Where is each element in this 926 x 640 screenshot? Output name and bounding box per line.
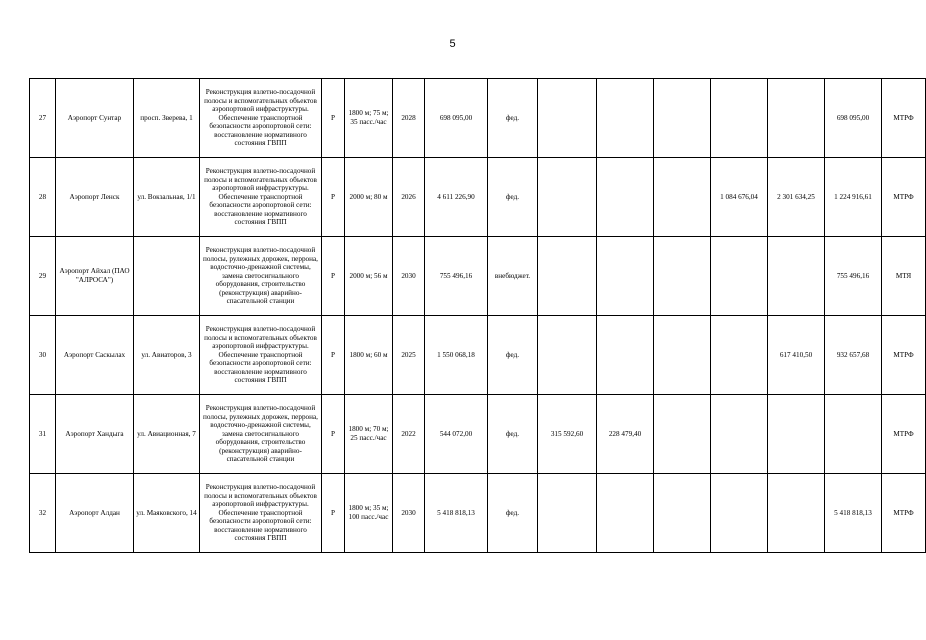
year-5-amount-cell bbox=[768, 395, 825, 474]
page-number: 5 bbox=[449, 38, 456, 50]
year-6-amount-cell: 755 496,16 bbox=[825, 237, 882, 316]
work-type-cell: Р bbox=[322, 158, 345, 237]
airport-name-cell: Аэропорт Саскылах bbox=[56, 316, 134, 395]
funding-source-cell: фед. bbox=[488, 79, 538, 158]
agency-cell: МТРФ bbox=[882, 474, 926, 553]
year-6-amount-cell bbox=[825, 395, 882, 474]
year-cell: 2030 bbox=[393, 237, 425, 316]
year-5-amount-cell bbox=[768, 79, 825, 158]
year-1-amount-cell bbox=[538, 158, 597, 237]
table-row bbox=[30, 474, 926, 553]
year-5-amount-cell: 617 410,50 bbox=[768, 316, 825, 395]
table-row bbox=[30, 237, 926, 316]
agency-cell: МТЯ bbox=[882, 237, 926, 316]
year-1-amount-cell bbox=[538, 474, 597, 553]
row-number-cell: 30 bbox=[30, 316, 56, 395]
year-4-amount-cell bbox=[711, 237, 768, 316]
year-cell: 2025 bbox=[393, 316, 425, 395]
funding-source-cell: фед. bbox=[488, 316, 538, 395]
year-3-amount-cell bbox=[654, 395, 711, 474]
parameters-cell: 1800 м; 70 м; 25 пасс./час bbox=[345, 395, 393, 474]
total-cost-cell: 5 418 818,13 bbox=[425, 474, 488, 553]
work-type-cell: Р bbox=[322, 316, 345, 395]
description-cell: Реконструкция взлетно-посадочной полосы и вспомогательных объектов аэропортовой инфраструктуры. Обеспечение транспортной безопасности аэропортовой сети: восстановление нормативного состояния ГВПП bbox=[200, 79, 322, 158]
year-6-amount-cell: 1 224 916,61 bbox=[825, 158, 882, 237]
year-1-amount-cell bbox=[538, 79, 597, 158]
address-cell: ул. Маяковского, 14 bbox=[134, 474, 200, 553]
year-2-amount-cell bbox=[597, 79, 654, 158]
year-6-amount-cell: 5 418 818,13 bbox=[825, 474, 882, 553]
row-number-cell: 32 bbox=[30, 474, 56, 553]
year-cell: 2026 bbox=[393, 158, 425, 237]
year-2-amount-cell: 228 479,40 bbox=[597, 395, 654, 474]
description-cell: Реконструкция взлетно-посадочной полосы, рулежных дорожек, перрона, водосточно-дренажной системы, замена светосигнального оборудования, строительство (реконструкция) аварийно-спасательной станции bbox=[200, 237, 322, 316]
table-row bbox=[30, 395, 926, 474]
table-row bbox=[30, 158, 926, 237]
description-cell: Реконструкция взлетно-посадочной полосы и вспомогательных объектов аэропортовой инфраструктуры. Обеспечение транспортной безопасности аэропортовой сети: восстановление нормативного состояния ГВПП bbox=[200, 316, 322, 395]
airport-name-cell: Аэропорт Хандыга bbox=[56, 395, 134, 474]
year-2-amount-cell bbox=[597, 237, 654, 316]
year-1-amount-cell: 315 592,60 bbox=[538, 395, 597, 474]
agency-cell: МТРФ bbox=[882, 316, 926, 395]
parameters-cell: 1800 м; 60 м bbox=[345, 316, 393, 395]
funding-source-cell: фед. bbox=[488, 474, 538, 553]
airport-name-cell: Аэропорт Сунтар bbox=[56, 79, 134, 158]
parameters-cell: 2000 м; 80 м bbox=[345, 158, 393, 237]
year-cell: 2028 bbox=[393, 79, 425, 158]
total-cost-cell: 1 550 068,18 bbox=[425, 316, 488, 395]
agency-cell: МТРФ bbox=[882, 79, 926, 158]
total-cost-cell: 544 072,00 bbox=[425, 395, 488, 474]
total-cost-cell: 4 611 226,90 bbox=[425, 158, 488, 237]
year-3-amount-cell bbox=[654, 237, 711, 316]
work-type-cell: Р bbox=[322, 395, 345, 474]
year-cell: 2022 bbox=[393, 395, 425, 474]
table-row bbox=[30, 316, 926, 395]
year-cell: 2030 bbox=[393, 474, 425, 553]
year-3-amount-cell bbox=[654, 79, 711, 158]
airport-projects-table bbox=[29, 78, 926, 553]
description-cell: Реконструкция взлетно-посадочной полосы и вспомогательных объектов аэропортовой инфраструктуры. Обеспечение транспортной безопасности аэропортовой сети: восстановление нормативного состояния ГВПП bbox=[200, 158, 322, 237]
year-3-amount-cell bbox=[654, 158, 711, 237]
funding-source-cell: внебюджет. bbox=[488, 237, 538, 316]
year-4-amount-cell bbox=[711, 316, 768, 395]
address-cell bbox=[134, 237, 200, 316]
agency-cell: МТРФ bbox=[882, 158, 926, 237]
work-type-cell: Р bbox=[322, 474, 345, 553]
funding-source-cell: фед. bbox=[488, 158, 538, 237]
year-1-amount-cell bbox=[538, 237, 597, 316]
row-number-cell: 27 bbox=[30, 79, 56, 158]
year-1-amount-cell bbox=[538, 316, 597, 395]
description-cell: Реконструкция взлетно-посадочной полосы, рулежных дорожек, перрона, водосточно-дренажной системы, замена светосигнального оборудования, строительство (реконструкция) аварийно-спасательной станции bbox=[200, 395, 322, 474]
year-4-amount-cell: 1 084 676,04 bbox=[711, 158, 768, 237]
year-5-amount-cell: 2 301 634,25 bbox=[768, 158, 825, 237]
work-type-cell: Р bbox=[322, 237, 345, 316]
row-number-cell: 31 bbox=[30, 395, 56, 474]
year-5-amount-cell bbox=[768, 237, 825, 316]
work-type-cell: Р bbox=[322, 79, 345, 158]
year-4-amount-cell bbox=[711, 395, 768, 474]
parameters-cell: 2000 м; 56 м bbox=[345, 237, 393, 316]
year-2-amount-cell bbox=[597, 474, 654, 553]
airport-name-cell: Аэропорт Ленск bbox=[56, 158, 134, 237]
airport-name-cell: Аэропорт Айхал (ПАО "АЛРОСА") bbox=[56, 237, 134, 316]
address-cell: ул. Авиаторов, 3 bbox=[134, 316, 200, 395]
funding-source-cell: фед. bbox=[488, 395, 538, 474]
year-6-amount-cell: 698 095,00 bbox=[825, 79, 882, 158]
year-4-amount-cell bbox=[711, 79, 768, 158]
description-cell: Реконструкция взлетно-посадочной полосы и вспомогательных объектов аэропортовой инфраструктуры. Обеспечение транспортной безопасности аэропортовой сети: восстановление нормативного состояния ГВПП bbox=[200, 474, 322, 553]
year-6-amount-cell: 932 657,68 bbox=[825, 316, 882, 395]
year-5-amount-cell bbox=[768, 474, 825, 553]
year-3-amount-cell bbox=[654, 316, 711, 395]
agency-cell: МТРФ bbox=[882, 395, 926, 474]
year-2-amount-cell bbox=[597, 316, 654, 395]
parameters-cell: 1800 м; 35 м; 100 пасс./час bbox=[345, 474, 393, 553]
row-number-cell: 29 bbox=[30, 237, 56, 316]
address-cell: ул. Вокзальная, 1/1 bbox=[134, 158, 200, 237]
row-number-cell: 28 bbox=[30, 158, 56, 237]
year-3-amount-cell bbox=[654, 474, 711, 553]
address-cell: ул. Авиационная, 7 bbox=[134, 395, 200, 474]
address-cell: просп. Зверева, 1 bbox=[134, 79, 200, 158]
parameters-cell: 1800 м; 75 м; 35 пасс./час bbox=[345, 79, 393, 158]
airport-name-cell: Аэропорт Алдан bbox=[56, 474, 134, 553]
total-cost-cell: 755 496,16 bbox=[425, 237, 488, 316]
year-4-amount-cell bbox=[711, 474, 768, 553]
total-cost-cell: 698 095,00 bbox=[425, 79, 488, 158]
table-row bbox=[30, 79, 926, 158]
year-2-amount-cell bbox=[597, 158, 654, 237]
